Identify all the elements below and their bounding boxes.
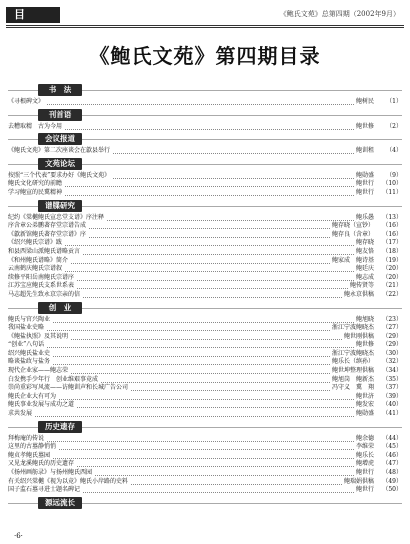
entry-title: 鲍氏文化研究的前瞻 <box>8 180 63 188</box>
entry-page: （17） <box>374 239 402 248</box>
entry-page: （20） <box>374 265 402 274</box>
entry-title: “创业”八句话 <box>8 341 45 349</box>
entry-page: （29） <box>374 341 402 350</box>
entry-title: 续修平阳岳南鲍氏宗谱序 <box>8 273 75 281</box>
leader-dots <box>8 449 402 450</box>
entry-author: 冯守义 冀 翔 <box>331 384 374 392</box>
entry-title: 江苏宝应鲍氏支系世系表 <box>8 282 75 290</box>
section-tag: 目 录 <box>6 7 60 23</box>
entry-author: 鲍世坤整理供稿 <box>331 367 374 375</box>
journal-info: 《鲍氏文苑》总第四期（2002年9月） <box>279 10 400 18</box>
table-of-contents <box>8 82 402 509</box>
entry-page: （32） <box>374 358 402 367</box>
toc-entry[interactable] <box>8 214 402 223</box>
leader-dots <box>8 129 402 130</box>
entry-page: （37） <box>374 384 402 393</box>
entry-title: 序含章公弟鹏著存堂宗谱告成 <box>8 222 87 230</box>
entry-page: （50） <box>374 486 402 495</box>
toc-entry[interactable] <box>8 316 402 325</box>
toc-entry[interactable] <box>8 282 402 291</box>
section-heading <box>8 84 402 96</box>
toc-entry[interactable] <box>8 460 402 469</box>
entry-title: 国子监石墓寻进士题名碑记 <box>8 486 81 494</box>
entry-author: 鲍存晓 <box>355 239 374 247</box>
entry-author: 鲍存晓（宣钞） <box>331 222 374 230</box>
entry-title: 崇尚重彩写风流——访鲍训声和长城广告公司 <box>8 384 129 392</box>
toc-entry[interactable] <box>8 469 402 478</box>
toc-entry[interactable] <box>8 265 402 274</box>
entry-author: 鲍世行 <box>355 188 374 196</box>
section-badge: 历史遗存 <box>38 421 82 433</box>
entry-title: 有关绍兴棠樾《视为以竟》鲍氏小岸路的史料 <box>8 477 129 485</box>
entry-page: （29） <box>374 333 402 342</box>
leader-dots <box>8 195 402 196</box>
entry-page: （23） <box>374 316 402 325</box>
entry-page: （16） <box>374 222 402 231</box>
leader-dots <box>8 399 402 400</box>
toc-entry[interactable] <box>8 147 402 156</box>
entry-page: （49） <box>374 478 402 487</box>
entry-page: （19） <box>374 257 402 266</box>
entry-page: （48） <box>374 469 402 478</box>
entry-author: 浙江宁波鲍晓杰 <box>331 349 374 357</box>
entry-author: 鲍树民 <box>355 98 374 105</box>
entry-author: 鲍瑞娟供稿 <box>343 477 374 485</box>
entry-author: 鲍世刚供稿 <box>343 332 374 340</box>
entry-title: 鲍氏与官兴陶业 <box>8 315 51 323</box>
entry-author: 鲍世行 <box>355 180 374 188</box>
entry-page: （18） <box>374 248 402 257</box>
entry-title: 和县西梁山派鲍氏谱略贡言 <box>8 247 81 255</box>
entry-title: 纪约《棠樾鲍氏宣忠堂支谱》序注释 <box>8 213 105 221</box>
entry-author: 鲍余德 <box>355 434 374 442</box>
entry-page: （34） <box>374 367 402 376</box>
leader-dots <box>8 186 402 187</box>
entry-author: 鲍旭晓 <box>355 315 374 323</box>
entry-title: 我国盐业史略 <box>8 324 45 332</box>
entry-page: （30） <box>374 350 402 359</box>
entry-author: 鲍乐长（缜孙） <box>331 358 374 366</box>
entry-title: 鲍贞孝鲍氏墓园 <box>8 451 51 459</box>
toc-entry[interactable] <box>8 172 402 181</box>
toc-entry[interactable] <box>8 435 402 444</box>
toc-entry[interactable] <box>8 231 402 240</box>
entry-page: （20） <box>374 274 402 283</box>
leader-dots <box>8 347 402 348</box>
toc-entry[interactable] <box>8 248 402 257</box>
toc-entry[interactable] <box>8 443 402 452</box>
entry-author: 鲍乐长 <box>355 451 374 459</box>
entry-title: 《歙新馆鲍氏著存堂宗谱》序 <box>8 230 87 238</box>
entry-title: 学习鲍宣的民冀精神 <box>8 188 63 196</box>
entry-author: 鲍世济 <box>355 392 374 400</box>
entry-title: 《和州鲍氏谱略》简介 <box>8 256 69 264</box>
entry-page: （1） <box>374 98 402 107</box>
page-number: ·6· <box>14 532 23 540</box>
entry-title: 《扬州画舫录》与扬州鲍氏西园 <box>8 469 93 476</box>
section-badge: 会议报道 <box>38 133 82 145</box>
entry-author: 鲍志成 <box>355 273 374 281</box>
entry-title: 《鲍盐执照》及其说明 <box>8 332 69 340</box>
entry-author: 鲍廷庆 <box>355 265 374 273</box>
entry-page: （35） <box>374 376 402 385</box>
leader-dots <box>8 458 402 459</box>
entry-page: （16） <box>374 231 402 240</box>
entry-author: 鲍发宏 <box>355 401 374 409</box>
entry-author: 鲍世修 <box>355 341 374 349</box>
entry-title: 《寻根碑文》 <box>8 98 45 105</box>
entry-title: 去糟取精 古为今用 <box>8 122 63 130</box>
toc-entry[interactable] <box>8 358 402 367</box>
entry-page: （9） <box>374 172 402 181</box>
section-badge: 文苑论坛 <box>38 158 82 170</box>
entry-page: （4） <box>374 147 402 156</box>
section-badge: 书 法 <box>38 84 82 96</box>
entry-title: 马志超先生致永京宗亲的信 <box>8 290 81 298</box>
page-title: 《鲍氏文苑》第四期目录 <box>89 44 321 68</box>
leader-dots <box>8 104 402 105</box>
toc-entry[interactable] <box>8 257 402 266</box>
toc-entry[interactable] <box>8 180 402 189</box>
section-badge: 源远流长 <box>38 497 82 509</box>
entry-author: 鲍传贤等 <box>349 282 374 290</box>
entry-page: （27） <box>374 324 402 333</box>
entry-author: 浙江宁波鲍晓杰 <box>331 324 374 332</box>
entry-page: （22） <box>374 291 402 300</box>
entry-author: 鲍友恪 <box>355 247 374 255</box>
section-badge: 谱牒研究 <box>38 200 82 212</box>
section-heading <box>8 302 402 314</box>
entry-title: 求共发展 <box>8 410 33 418</box>
entry-title: 白发携手少年行 创业维艰事竟成 <box>8 375 99 383</box>
entry-page: （21） <box>374 282 402 291</box>
toc-entry[interactable] <box>8 324 402 333</box>
entry-author: 鲍训租 <box>355 147 374 155</box>
toc-entry[interactable] <box>8 222 402 231</box>
entry-page: （10） <box>374 180 402 189</box>
entry-page: （2） <box>374 123 402 132</box>
entry-title: 拜梅庵的传说 <box>8 434 45 442</box>
entry-title: 略谈盐政与盐务 <box>8 358 51 366</box>
entry-author: 鲍永京供稿 <box>343 290 374 298</box>
toc-entry[interactable] <box>8 239 402 248</box>
toc-entry[interactable] <box>8 123 402 132</box>
entry-page: （11） <box>374 189 402 198</box>
section-heading <box>8 133 402 145</box>
entry-author: 鲍世行 <box>355 486 374 494</box>
section-heading <box>8 421 402 433</box>
toc-entry[interactable] <box>8 189 402 198</box>
entry-author: 鲍旭岗 鲍新杰 <box>331 375 374 383</box>
section-heading <box>8 109 402 121</box>
toc-entry[interactable] <box>8 401 402 410</box>
leader-dots <box>8 416 402 417</box>
toc-entry[interactable] <box>8 478 402 487</box>
top-header <box>6 7 404 37</box>
entry-author: 鲍乐愚 <box>355 213 374 221</box>
leader-dots <box>8 271 402 272</box>
entry-title: 按照“三个代表”要求办好《鲍氏文苑》 <box>8 171 111 179</box>
toc-entry[interactable] <box>8 486 402 495</box>
entry-page: （13） <box>374 214 402 223</box>
entry-author: 鲍勋盛 <box>355 171 374 179</box>
entry-page: （45） <box>374 443 402 452</box>
section-badge: 创 业 <box>38 302 82 314</box>
entry-author: 鲍增虎 <box>355 460 374 468</box>
entry-page: （40） <box>374 401 402 410</box>
leader-dots <box>8 245 402 246</box>
toc-entry[interactable] <box>8 291 402 300</box>
entry-author: 李维荣 <box>355 443 374 451</box>
entry-title: 鲍氏事业发展与成功之道 <box>8 401 75 409</box>
toc-entry[interactable] <box>8 384 402 393</box>
header-rule <box>6 25 404 26</box>
entry-title: 云南鹤庆鲍氏宗谱叙 <box>8 265 63 273</box>
entry-page: （41） <box>374 410 402 419</box>
leader-dots <box>8 441 402 442</box>
section-badge: 刊首语 <box>38 109 82 121</box>
entry-author: 鲍世行 <box>355 469 374 476</box>
entry-title: 鲍氏企业大有可为 <box>8 392 57 400</box>
entry-author: 鲍存良（含章） <box>331 230 374 238</box>
leader-dots <box>8 322 402 323</box>
toc-entry[interactable] <box>8 98 402 107</box>
entry-author: 鲍世修 <box>355 122 374 130</box>
entry-page: （44） <box>374 435 402 444</box>
toc-entry[interactable] <box>8 410 402 419</box>
section-heading <box>8 158 402 170</box>
toc-entry[interactable] <box>8 341 402 350</box>
entry-page: （46） <box>374 452 402 461</box>
header-rule <box>6 27 404 28</box>
toc-entry[interactable] <box>8 376 402 385</box>
entry-page: （47） <box>374 460 402 469</box>
section-heading <box>8 497 402 509</box>
entry-title: 绍兴鲍氏盐业史 <box>8 349 51 357</box>
entry-page: （39） <box>374 393 402 402</box>
entry-title: 《鲍氏文苑》第二次座谈会在歙县举行 <box>8 147 111 155</box>
toc-entry[interactable] <box>8 367 402 376</box>
section-heading <box>8 200 402 212</box>
entry-title: 又见龙溪鲍氏的历史遗存 <box>8 460 75 468</box>
entry-author: 鲍勋盛 <box>355 410 374 418</box>
entry-title: 现代企业家——鲍志荣 <box>8 367 69 375</box>
toc-entry[interactable] <box>8 333 402 342</box>
entry-author: 鲍家成 鲍诗基 <box>331 256 374 264</box>
entry-title: 这里的古墓静悄悄 <box>8 443 57 451</box>
entry-title: 《绍兴鲍氏宗谱》跋 <box>8 239 63 247</box>
